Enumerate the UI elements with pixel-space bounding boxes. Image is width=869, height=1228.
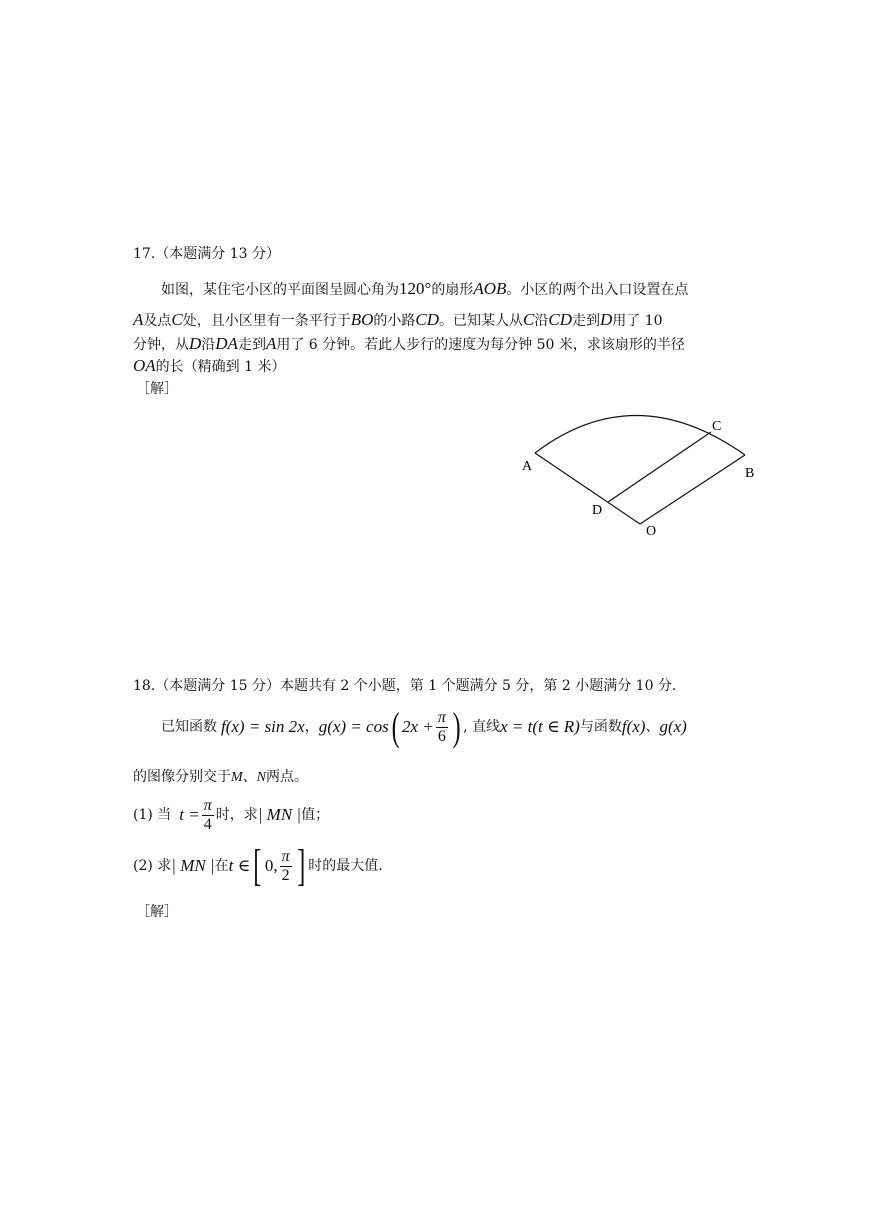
label-b: B	[745, 466, 755, 481]
problem-17-answer-label: ［解］	[136, 381, 178, 397]
problem-18-statement: 已知函数 f(x) = sin 2x ， g(x) = cos ( 2x + $\frac{\pi}{6}$ ) , 直线 x = t(t ∈ R) 与函数 f(x) 、 g(x)	[161, 704, 687, 749]
radius-oa	[535, 453, 640, 524]
problem-17-line-1: 如图，某住宅小区的平面图呈圆心角为120°的扇形AOB。小区的两个出入口设置在点	[161, 279, 689, 298]
problem-18-line-2: 的图像分别交于M、N两点。	[133, 769, 308, 785]
label-a: A	[522, 459, 533, 474]
problem-17-line-4: OA的长（精确到 1 米）	[133, 356, 286, 375]
sector-figure	[505, 395, 775, 545]
path-cd	[608, 432, 711, 502]
right-paren: )	[452, 704, 461, 749]
problem-17-line-3: 分钟，从D沿DA走到A用了 6 分钟。若此人步行的速度为每分钟 50 米，求该扇形的半径	[133, 334, 685, 353]
fraction-pi-over-2: $\frac{\pi}{2}$	[281, 847, 290, 884]
problem-17-heading: 17.（本题满分 13 分）	[133, 246, 280, 262]
left-bracket: [	[253, 841, 262, 890]
problem-18-answer-label: ［解］	[136, 904, 178, 920]
fraction-pi-over-6: $\frac{\pi}{6}$	[437, 708, 446, 745]
problem-18-question-2: (2) 求 | MN | 在 t ∈ [ 0, $\frac{\pi}{2}$ ] 时的最大值.	[133, 841, 383, 890]
label-o: O	[646, 524, 657, 539]
radius-ob	[640, 455, 745, 524]
problem-18-question-1: (1) 当 t = $\frac{\pi}{4}$ 时，求 | MN | 值；	[133, 796, 330, 833]
right-bracket: ]	[296, 841, 305, 890]
problem-17-line-2: A及点C处，且小区里有一条平行于BO的小路CD。已知某人从C沿CD走到D用了 10	[133, 310, 663, 329]
label-d: D	[592, 503, 603, 518]
fraction-pi-over-4: $\frac{\pi}{4}$	[203, 796, 212, 833]
label-c: C	[712, 419, 722, 434]
left-paren: (	[391, 704, 400, 749]
problem-18-heading: 18.（本题满分 15 分）本题共有 2 个小题，第 1 个题满分 5 分，第 2 小题满分 10 分.	[133, 678, 677, 694]
